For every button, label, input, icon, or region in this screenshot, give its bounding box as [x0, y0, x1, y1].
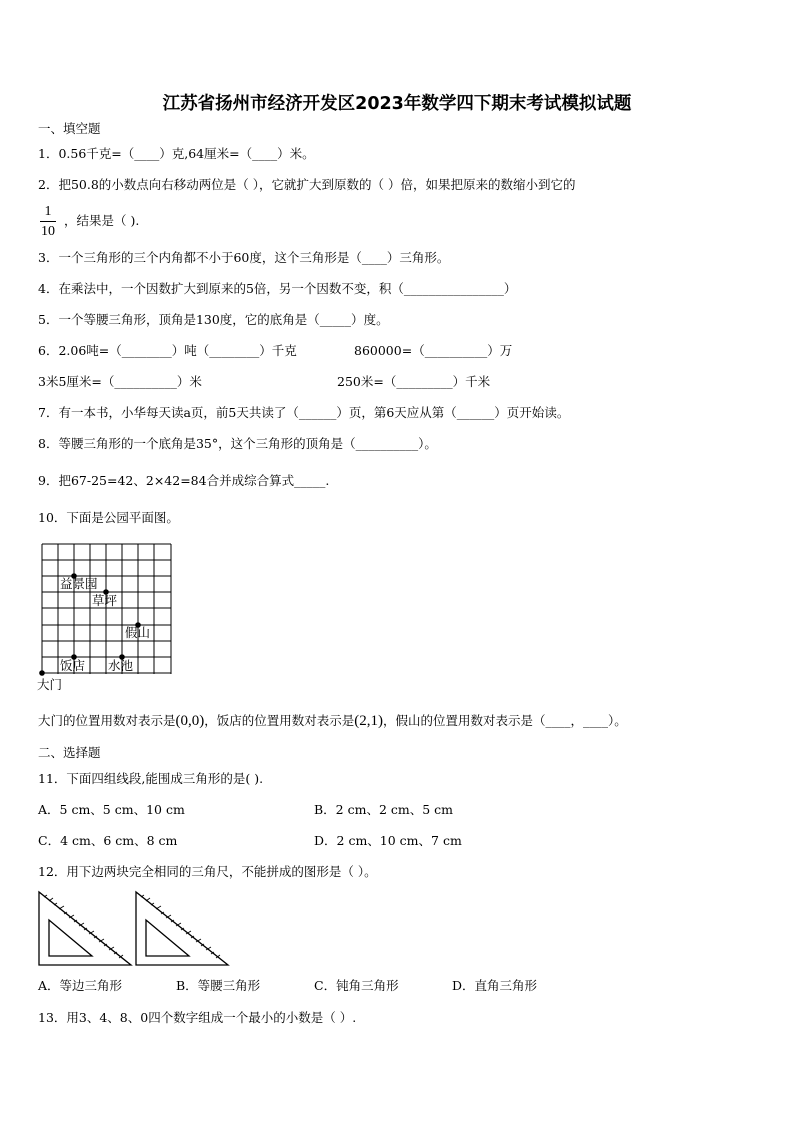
label-damen: 大门 [37, 677, 63, 692]
set-square-left-image [38, 890, 134, 968]
q11-option-c: C．4 cm、6 cm、8 cm [38, 833, 178, 848]
page-title: 江苏省扬州市经济开发区2023年数学四下期末考试模拟试题 [162, 94, 632, 114]
q10-pair-damen: (0,0) [175, 713, 205, 729]
question-8: 8．等腰三角形的一个底角是35°，这个三角形的顶角是（__________）。 [38, 436, 437, 451]
fraction-numerator: 1 [44, 204, 52, 219]
q12-option-d: D．直角三角形 [452, 978, 538, 993]
question-11: 11．下面四组线段,能围成三角形的是( ). [38, 771, 264, 786]
section-fill-blank: 一、填空题 [38, 121, 101, 136]
set-square-right-image [135, 890, 231, 968]
label-fandian: 饭店 [60, 658, 86, 673]
park-map-grid [35, 538, 180, 678]
q10-text-a: 大门的位置用数对表示是 [38, 713, 176, 728]
question-6-part3: 3米5厘米=（__________）米 [38, 374, 202, 389]
question-13: 13．用3、4、8、0四个数字组成一个最小的小数是（ ）. [38, 1010, 357, 1025]
q12-option-c: C．钝角三角形 [314, 978, 399, 993]
q10-text-c: ，假山的位置用数对表示是（____，____）。 [383, 713, 627, 728]
q12-option-b: B．等腰三角形 [176, 978, 261, 993]
q12-option-a: A．等边三角形 [38, 978, 123, 993]
label-shuichi: 水池 [108, 658, 134, 673]
point-damen [39, 670, 45, 676]
question-7: 7．有一本书，小华每天读a页，前5天共读了（______）页，第6天应从第（______）页开始读。 [38, 405, 570, 420]
section-choice: 二、选择题 [38, 745, 101, 760]
question-10-answer-line [38, 713, 627, 729]
q11-option-d: D．2 cm、10 cm、7 cm [314, 833, 462, 848]
question-1: 1．0.56千克=（____）克,64厘米=（____）米。 [38, 146, 315, 161]
question-12: 12．用下边两块完全相同的三角尺，不能拼成的图形是（ ）。 [38, 864, 377, 879]
q10-text-b: ，饭店的位置用数对表示是 [204, 713, 355, 728]
q11-option-b: B．2 cm、2 cm、5 cm [314, 802, 454, 817]
question-4: 4．在乘法中，一个因数扩大到原来的5倍，另一个因数不变，积（________________） [38, 281, 517, 296]
question-3: 3．一个三角形的三个内角都不小于60度，这个三角形是（____）三角形。 [38, 250, 450, 265]
question-6-part1: 6．2.06吨=（________）吨（________）千克 [38, 343, 297, 358]
question-2-line2: ，结果是（ ). [64, 213, 140, 228]
label-jiashan: 假山 [125, 625, 151, 640]
question-5: 5．一个等腰三角形，顶角是130度，它的底角是（_____）度。 [38, 312, 389, 327]
question-6-part4: 250米=（_________）千米 [337, 374, 491, 389]
fraction-one-tenth [38, 203, 58, 240]
fraction-bar [40, 221, 56, 222]
question-6-part2: 860000=（__________）万 [354, 343, 513, 358]
question-2-line1: 2．把50.8的小数点向右移动两位是（ ），它就扩大到原数的（ ）倍，如果把原来的数缩小到它的 [38, 177, 576, 192]
q11-option-a: A．5 cm、5 cm、10 cm [38, 802, 185, 817]
label-yijingyuan: 益景园 [60, 576, 98, 591]
q10-pair-fandian: (2,1) [354, 713, 384, 729]
fraction-denominator: 10 [41, 224, 55, 239]
label-caoping: 草坪 [92, 593, 118, 608]
question-10: 10．下面是公园平面图。 [38, 510, 179, 525]
question-9: 9．把67-25=42、2×42=84合并成综合算式_____. [38, 473, 330, 488]
